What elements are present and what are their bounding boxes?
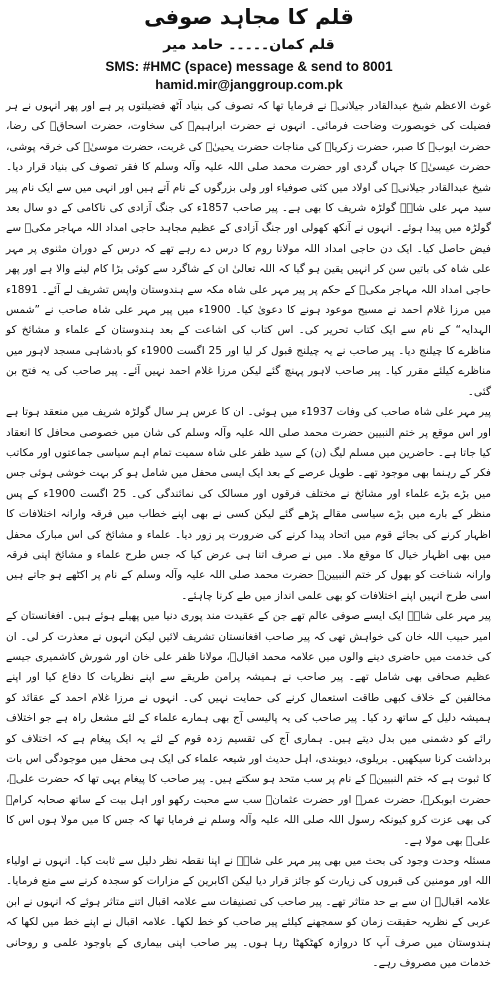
author-email: hamid.mir@janggroup.com.pk [155,77,343,92]
sms-instructions: SMS: #HMC (space) message & send to 8001 [105,59,393,74]
article-paragraph: پیر مہر علی شاہ صاحب کی وفات 1937ء میں ہوئی۔ ان کا عرس ہر سال گولڑہ شریف میں منعقد ہوتا ہے اور اس موقع پر ختم النبیین حضرت محمد صلی اللہ علیہ وآلہ وسلم کی شان میں خصوصی محافل کا انعقاد کیا جاتا ہے۔ حاضرین میں مسلم لیگ (ن) کے سید ظفر علی شاہ سمیت تمام اہم سیاسی جماعتوں اور مکاتب فکر کے رہنما بھی موجود تھے۔ طویل عرصے کے بعد ایک ایسی محفل میں شامل ہو کر بہت خوشی ہوئی جس میں بڑے بڑے علماء اور مشائخ نے مختلف فرقوں اور مسالک کی نمائندگی کی۔ 25 اگست 1900ء کے پس منظر کے بارے میں بڑے سیاسی مقالے پڑھے گئے لیکن کسی نے بھی اپنے خطاب میں فرقہ وارانہ اختلافات کا اظہار کرنے کی بجائے قوم میں اتحاد پیدا کرنے کی ضرورت پر زور دیا۔ علماء و مشائخ کی اس مبارک محفل میں بھی اظہار خیال کا موقع ملا۔ میں نے صرف اتنا ہی عرض کیا کہ جس طرح علماء و مشائخ اپنی فرقہ وارانہ شناخت کو بھول کر ختم النبیینؐ حضرت محمد صلی اللہ علیہ وآلہ وسلم کے نام پر اکٹھے ہو جاتے ہیں اسی طرح انہیں اپنے اختلافات کو بھی علمی انداز میں طے کرنا چاہئے۔ [6,406,492,602]
article-paragraph: پیر مہر علی شاہؒ ایک ایسے صوفی عالم تھے جن کے عقیدت مند پوری دنیا میں پھیلے ہوئے ہیں۔ افغانستان کے امیر حبیب اللہ خان کی خواہش تھی کہ پیر صاحب افغانستان تشریف لائیں لیکن انہوں نے معذرت کر لی۔ ان کی خدمت میں حاضری دینے والوں میں علامہ محمد اقبالؒ، مولانا ظفر علی خان اور شورش کاشمیری جیسے عظیم صحافی بھی شامل تھے۔ پیر صاحب نے ہمیشہ پرامن طریقے سے اپنے نظریات کا دفاع کیا اور اپنے مخالفین کے خلاف کبھی طاقت استعمال کرنے کی حمایت نہیں کی۔ انہوں نے مرزا غلام احمد کے عقائد کو ہمیشہ دلیل کے ساتھ رد کیا۔ پیر صاحب کی یہ پالیسی آج بھی ہمارے علماء کے لئے مشعل راہ ہے جو اختلاف رائے کو دشمنی میں بدل دیتے ہیں۔ ہماری آج کی تقسیم زدہ قوم کے لئے یہ ایک پیغام ہے کہ اختلاف کو برداشت کرنا سیکھیں۔ بریلوی، دیوبندی، اہل حدیث اور شیعہ علماء کی ایک ہی محفل میں موجودگی اس بات کا ثبوت ہے کہ ختم النبیینؐ کے نام پر سب متحد ہو سکتے ہیں۔ پیر صاحب کا پیغام یہی تھا کہ حضرت علیؓ، حضرت ابوبکرؓ، حضرت عمرؓ اور حضرت عثمانؓ سب سے محبت رکھو اور اہل بیت کے ساتھ صحابہ کرامؓ کی بھی عزت کرو کیونکہ رسول اللہ صلی اللہ علیہ وآلہ وسلم نے فرمایا تھا کہ جس کا میں مولا ہوں اس کا علیؓ بھی مولا ہے۔ [6,610,491,847]
article-paragraph: مسئلہ وحدت وجود کی بحث میں بھی پیر مہر علی شاہؒ نے اپنا نقطہ نظر دلیل سے ثابت کیا۔ انہوں نے اولیاء اللہ اور مومنین کی قبروں کی زیارت کو جائز قرار دیا لیکن اکابرین کے مزارات کو سجدہ کرنے سے منع فرمایا۔ علامہ اقبالؒ ان سے بے حد متاثر تھے۔ پیر صاحب کی تصنیفات سے علامہ اقبال اتنے متاثر ہوئے کہ انہوں نے ابن عربی کے نظریہ حقیقت زمان کو سمجھنے کیلئے پیر صاحب کو خط لکھا۔ علامہ اقبال نے اپنے خط میں لکھا کہ ہندوستان میں صرف آپ کا دروازہ کھٹکھٹا رہا ہوں۔ پیر صاحب اپنی بیماری کے باوجود علمی و روحانی خدمات میں مصروف رہے۔ [6,855,491,970]
article-paragraph: غوث الاعظم شیخ عبدالقادر جیلانیؒ نے فرمایا تھا کہ تصوف کی بنیاد آٹھ فضیلتوں پر ہے اور پھر انہوں نے ہر فضیلت کی خوبصورت وضاحت فرمائی۔ انہوں نے حضرت ابراہیمؑ کی سخاوت، حضرت اسحاقؑ کی رضا، حضرت ایوبؑ کا صبر، حضرت زکریاؑ کی مناجات حضرت یحییٰؑ کی غربت، حضرت موسیٰؑ کی خرقہ پوشی، حضرت عیسیٰؑ کا جہاں گردی اور حضرت محمد صلی اللہ علیہ وآلہ وسلم کا فقر تصوف کی بنیاد قرار دیا۔ شیخ عبدالقادر جیلانیؒ کی اولاد میں کئی صوفیاء اور ولی بزرگوں کے نام آتے ہیں اور انہی میں سے ایک نام پیر سید مہر علی شاہؒ گولڑہ شریف کا بھی ہے۔ پیر صاحب 1857ء کی جنگ آزادی کی ناکامی کے دو سال بعد گولڑہ میں پیدا ہوئے۔ انہوں نے آنکھ کھولی اور جنگ آزادی کے عظیم مجاہد حاجی امداد اللہ مہاجر مکیؒ سے فیض حاصل کیا۔ ایک دن حاجی امداد اللہ مولانا روم کا درس دے رہے تھے کہ درس کے دوران مثنوی پر مہر علی شاہ کی باتیں سن کر انہیں یقین ہو گیا کہ اللہ تعالیٰ ان کے شاگرد سے کوئی بڑا کام لینے والا ہے اور پھر حاجی امداد اللہ مہاجر مکیؒ کے حکم پر پیر مہر علی شاہ مکہ سے ہندوستان واپس تشریف لے آئے۔ 1891ء میں مرزا غلام احمد نے مسیح موعود ہونے کا دعویٰ کیا۔ 1900ء میں پیر مہر علی شاہ صاحب نے ”شمس الہدایہ“ کے نام سے ایک کتاب تحریر کی۔ اس کتاب کی اشاعت کے بعد ہندوستان کے علماء و مشائخ کو مناظرے کا چیلنج دیا۔ پیر صاحب نے یہ چیلنج قبول کر لیا اور 25 اگست 1900ء کو بادشاہی مسجد لاہور میں مناظرے کیلئے مقرر کیا۔ پیر صاحب لاہور پہنچ گئے لیکن مرزا غلام احمد نہیں آئے۔ پیر صاحب کی یہ فتح بن گئی۔ [6,100,492,398]
column-title: قلم کا مجاہد صوفی [144,5,354,29]
column-byline: قلم کمان۔۔۔۔۔ حامد میر [163,37,335,53]
article-body [0,94,498,976]
article-header [0,2,498,94]
